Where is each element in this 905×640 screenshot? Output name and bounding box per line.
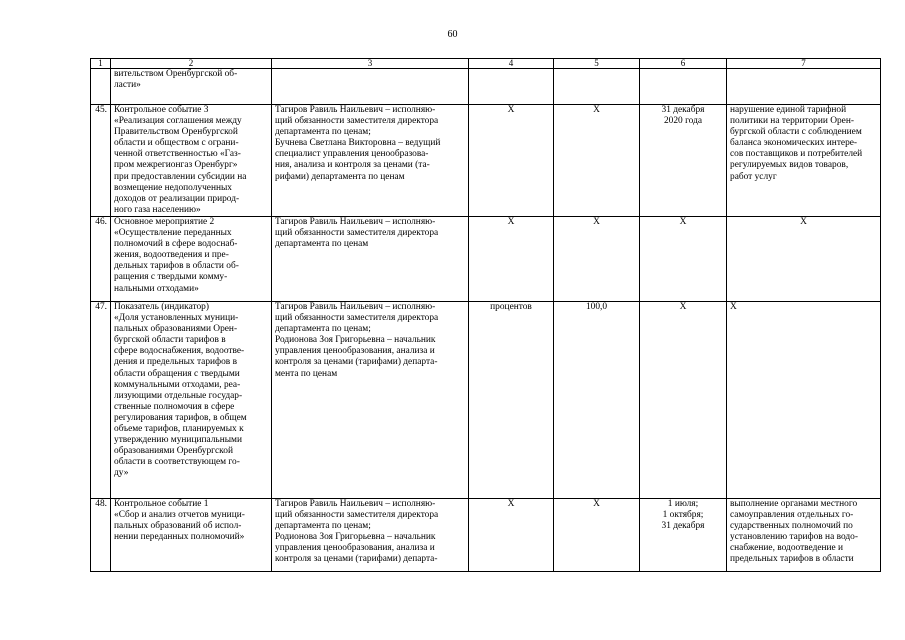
text-line: сударственных полномочий по [730, 521, 853, 532]
text-line: коммунальными отходами, реа- [114, 379, 241, 390]
text-line: Тагиров Равиль Наильевич – исполняю- [275, 498, 436, 509]
cell-num [91, 69, 111, 105]
header-cell: 3 [272, 59, 469, 69]
cell-result [727, 69, 881, 105]
cell-responsible [272, 105, 469, 217]
text-line: «Реализация соглашения между [114, 116, 242, 127]
text-line: пальных образований об испол- [114, 521, 242, 532]
text-line: Показатель (индикатор) [114, 301, 209, 312]
text-line: щий обязанности заместителя директора [275, 510, 439, 521]
text-line: 1 июля; [667, 498, 699, 509]
text-line: баланса экономических интере- [730, 138, 858, 149]
text-line: департамента по ценам; [275, 127, 371, 138]
text-line: Тагиров Равиль Наильевич – исполняю- [275, 301, 436, 312]
text-line: области обращения с твердыми [114, 368, 240, 379]
text-line: «Сбор и анализ отчетов муници- [114, 510, 245, 521]
text-line: Контрольное событие 1 [114, 498, 209, 509]
text-line: специалист управления ценообразова- [275, 149, 429, 160]
header-cell: 2 [111, 59, 272, 69]
table-row [91, 301, 881, 498]
text-line: 2020 года [663, 116, 703, 127]
text-line: X [730, 301, 737, 312]
text-line: X [593, 216, 600, 227]
cell-responsible [272, 498, 469, 571]
text-line: департамента по ценам; [275, 324, 371, 335]
text-line: нарушение единой тарифной [730, 105, 847, 115]
text-line: Тагиров Равиль Наильевич – исполняю- [275, 216, 436, 227]
cell-event [111, 69, 272, 105]
text-line: 31 декабря [661, 105, 705, 115]
cell-unit [469, 105, 554, 217]
text-line: сов поставщиков и потребителей [730, 149, 863, 160]
text-line: процентов [490, 301, 532, 312]
text-line: лизующими отдельные государ- [114, 390, 243, 401]
cell-unit [469, 301, 554, 498]
text-line: жения, водоотведения и пре- [114, 250, 229, 261]
cell-value [554, 498, 640, 571]
text-line: департамента по ценам [275, 239, 369, 250]
text-line: вительством Оренбургской об- [114, 69, 238, 79]
text-line: щий обязанности заместителя директора [275, 228, 439, 239]
text-line: нении переданных полномочий» [114, 532, 245, 543]
text-line: Основное мероприятие 2 [114, 216, 215, 227]
text-line: утверждению муниципальными [114, 435, 242, 446]
text-line: Правительством Оренбургской [114, 127, 238, 138]
text-line: X [593, 498, 600, 509]
cell-unit [469, 216, 554, 301]
text-line: 1 октября; [662, 510, 704, 521]
text-line: Родионова Зоя Григорьевна – начальник [275, 335, 436, 346]
text-line: области и обществом с ограни- [114, 138, 239, 149]
cell-deadline [640, 301, 727, 498]
text-line: Тагиров Равиль Наильевич – исполняю- [275, 105, 436, 115]
text-line: «Осуществление переданных [114, 228, 232, 239]
header-cell: 6 [640, 59, 727, 69]
text-line: образованиями Оренбургской [114, 446, 233, 457]
cell-value [554, 105, 640, 217]
page-number: 60 [447, 29, 458, 40]
text-line: ченной ответственностью «Газ- [114, 149, 241, 160]
text-line: полномочий в сфере водоснаб- [114, 239, 238, 250]
text-line: доходов от реализации природ- [114, 193, 240, 204]
text-line: ласти» [114, 80, 141, 91]
text-line: работ услуг [730, 171, 777, 182]
text-line: X [507, 216, 515, 227]
continuation-row [91, 69, 881, 105]
header-cell: 1 [91, 59, 111, 69]
text-line: сфере водоснабжения, водоотве- [114, 346, 245, 357]
table-row [91, 105, 881, 217]
text-line: предельных тарифов в области [730, 554, 854, 565]
text-line: ния, анализа и контроля за ценами (та- [275, 160, 430, 171]
header-cell: 4 [469, 59, 554, 69]
text-line: X [507, 498, 515, 509]
text-line: X [679, 301, 687, 312]
text-line: щий обязанности заместителя директора [275, 313, 439, 324]
text-line: 31 декабря [661, 521, 705, 532]
text-line: выполнение органами местного [730, 498, 858, 509]
header-row [91, 59, 881, 69]
text-line: бургской области тарифов в [114, 335, 226, 346]
table-row [91, 498, 881, 571]
cell-event [111, 301, 272, 498]
cell-responsible [272, 216, 469, 301]
text-line: Родионова Зоя Григорьевна – начальник [275, 532, 436, 543]
cell-deadline [640, 498, 727, 571]
header-cell: 7 [727, 59, 881, 69]
text-line: дельных тарифов в области об- [114, 261, 239, 272]
text-line: департамента по ценам; [275, 521, 371, 532]
text-line: мента по ценам [275, 368, 338, 379]
text-line: дения и предельных тарифов в [114, 357, 237, 368]
cell-deadline [640, 216, 727, 301]
cell-result [727, 301, 881, 498]
text-line: ственные полномочия в сфере [114, 401, 235, 412]
text-line: регулируемых видов товаров, [730, 160, 849, 171]
cell-num: 48. [91, 498, 111, 571]
text-line: Бучнева Светлана Викторовна – ведущий [275, 138, 441, 149]
cell-result [727, 105, 881, 217]
cell-num: 46. [91, 216, 111, 301]
text-line: при предоставлении субсидии на [114, 171, 247, 182]
text-line: X [593, 105, 600, 115]
text-line: политики на территории Орен- [730, 116, 854, 127]
text-line: «Доля установленных муници- [114, 313, 239, 324]
text-line: X [679, 216, 687, 227]
cell-result [727, 498, 881, 571]
text-line: ду» [114, 468, 129, 479]
table-row [91, 216, 881, 301]
text-line: пром межрегионгаз Оренбург» [114, 160, 238, 171]
header-cell: 5 [554, 59, 640, 69]
text-line: ращения с твердыми комму- [114, 272, 228, 283]
cell-value [554, 216, 640, 301]
cell-event [111, 498, 272, 571]
plan-table [90, 58, 881, 572]
cell-result [727, 216, 881, 301]
cell-event [111, 105, 272, 217]
text-line: самоуправления отдельных го- [730, 510, 854, 521]
text-line: рифами) департамента по ценам [275, 171, 405, 182]
text-line: бургской области с соблюдением [730, 127, 862, 138]
cell-deadline [640, 105, 727, 217]
text-line: управления ценообразования, анализа и [275, 346, 435, 357]
text-line: регулирования тарифов, в общем [114, 412, 247, 423]
text-line: контроля за ценами (тарифами) департа- [275, 357, 438, 368]
text-line: X [800, 216, 807, 227]
cell-responsible [272, 301, 469, 498]
text-line: снабжение, водоотведение и [730, 543, 844, 554]
text-line: объеме тарифов, планируемых к [114, 423, 244, 434]
cell-event [111, 216, 272, 301]
text-line: нальными отходами» [114, 283, 199, 294]
text-line: контроля за ценами (тарифами) департа- [275, 554, 438, 565]
text-line: X [507, 105, 515, 115]
cell-num: 45. [91, 105, 111, 217]
text-line: Контрольное событие 3 [114, 105, 209, 115]
text-line: области в соответствующем го- [114, 457, 240, 468]
cell-responsible [272, 69, 469, 105]
text-line: ного газа населению» [114, 204, 201, 215]
cell-unit [469, 69, 554, 105]
cell-value [554, 301, 640, 498]
text-line: щий обязанности заместителя директора [275, 116, 439, 127]
cell-num: 47. [91, 301, 111, 498]
text-line: управления ценообразования, анализа и [275, 543, 435, 554]
text-line: установлению тарифов на водо- [730, 532, 858, 543]
text-line: пальных образованиями Орен- [114, 324, 238, 335]
cell-deadline [640, 69, 727, 105]
text-line: 100,0 [585, 301, 608, 312]
cell-value [554, 69, 640, 105]
cell-unit [469, 498, 554, 571]
text-line: возмещение недополученных [114, 182, 232, 193]
